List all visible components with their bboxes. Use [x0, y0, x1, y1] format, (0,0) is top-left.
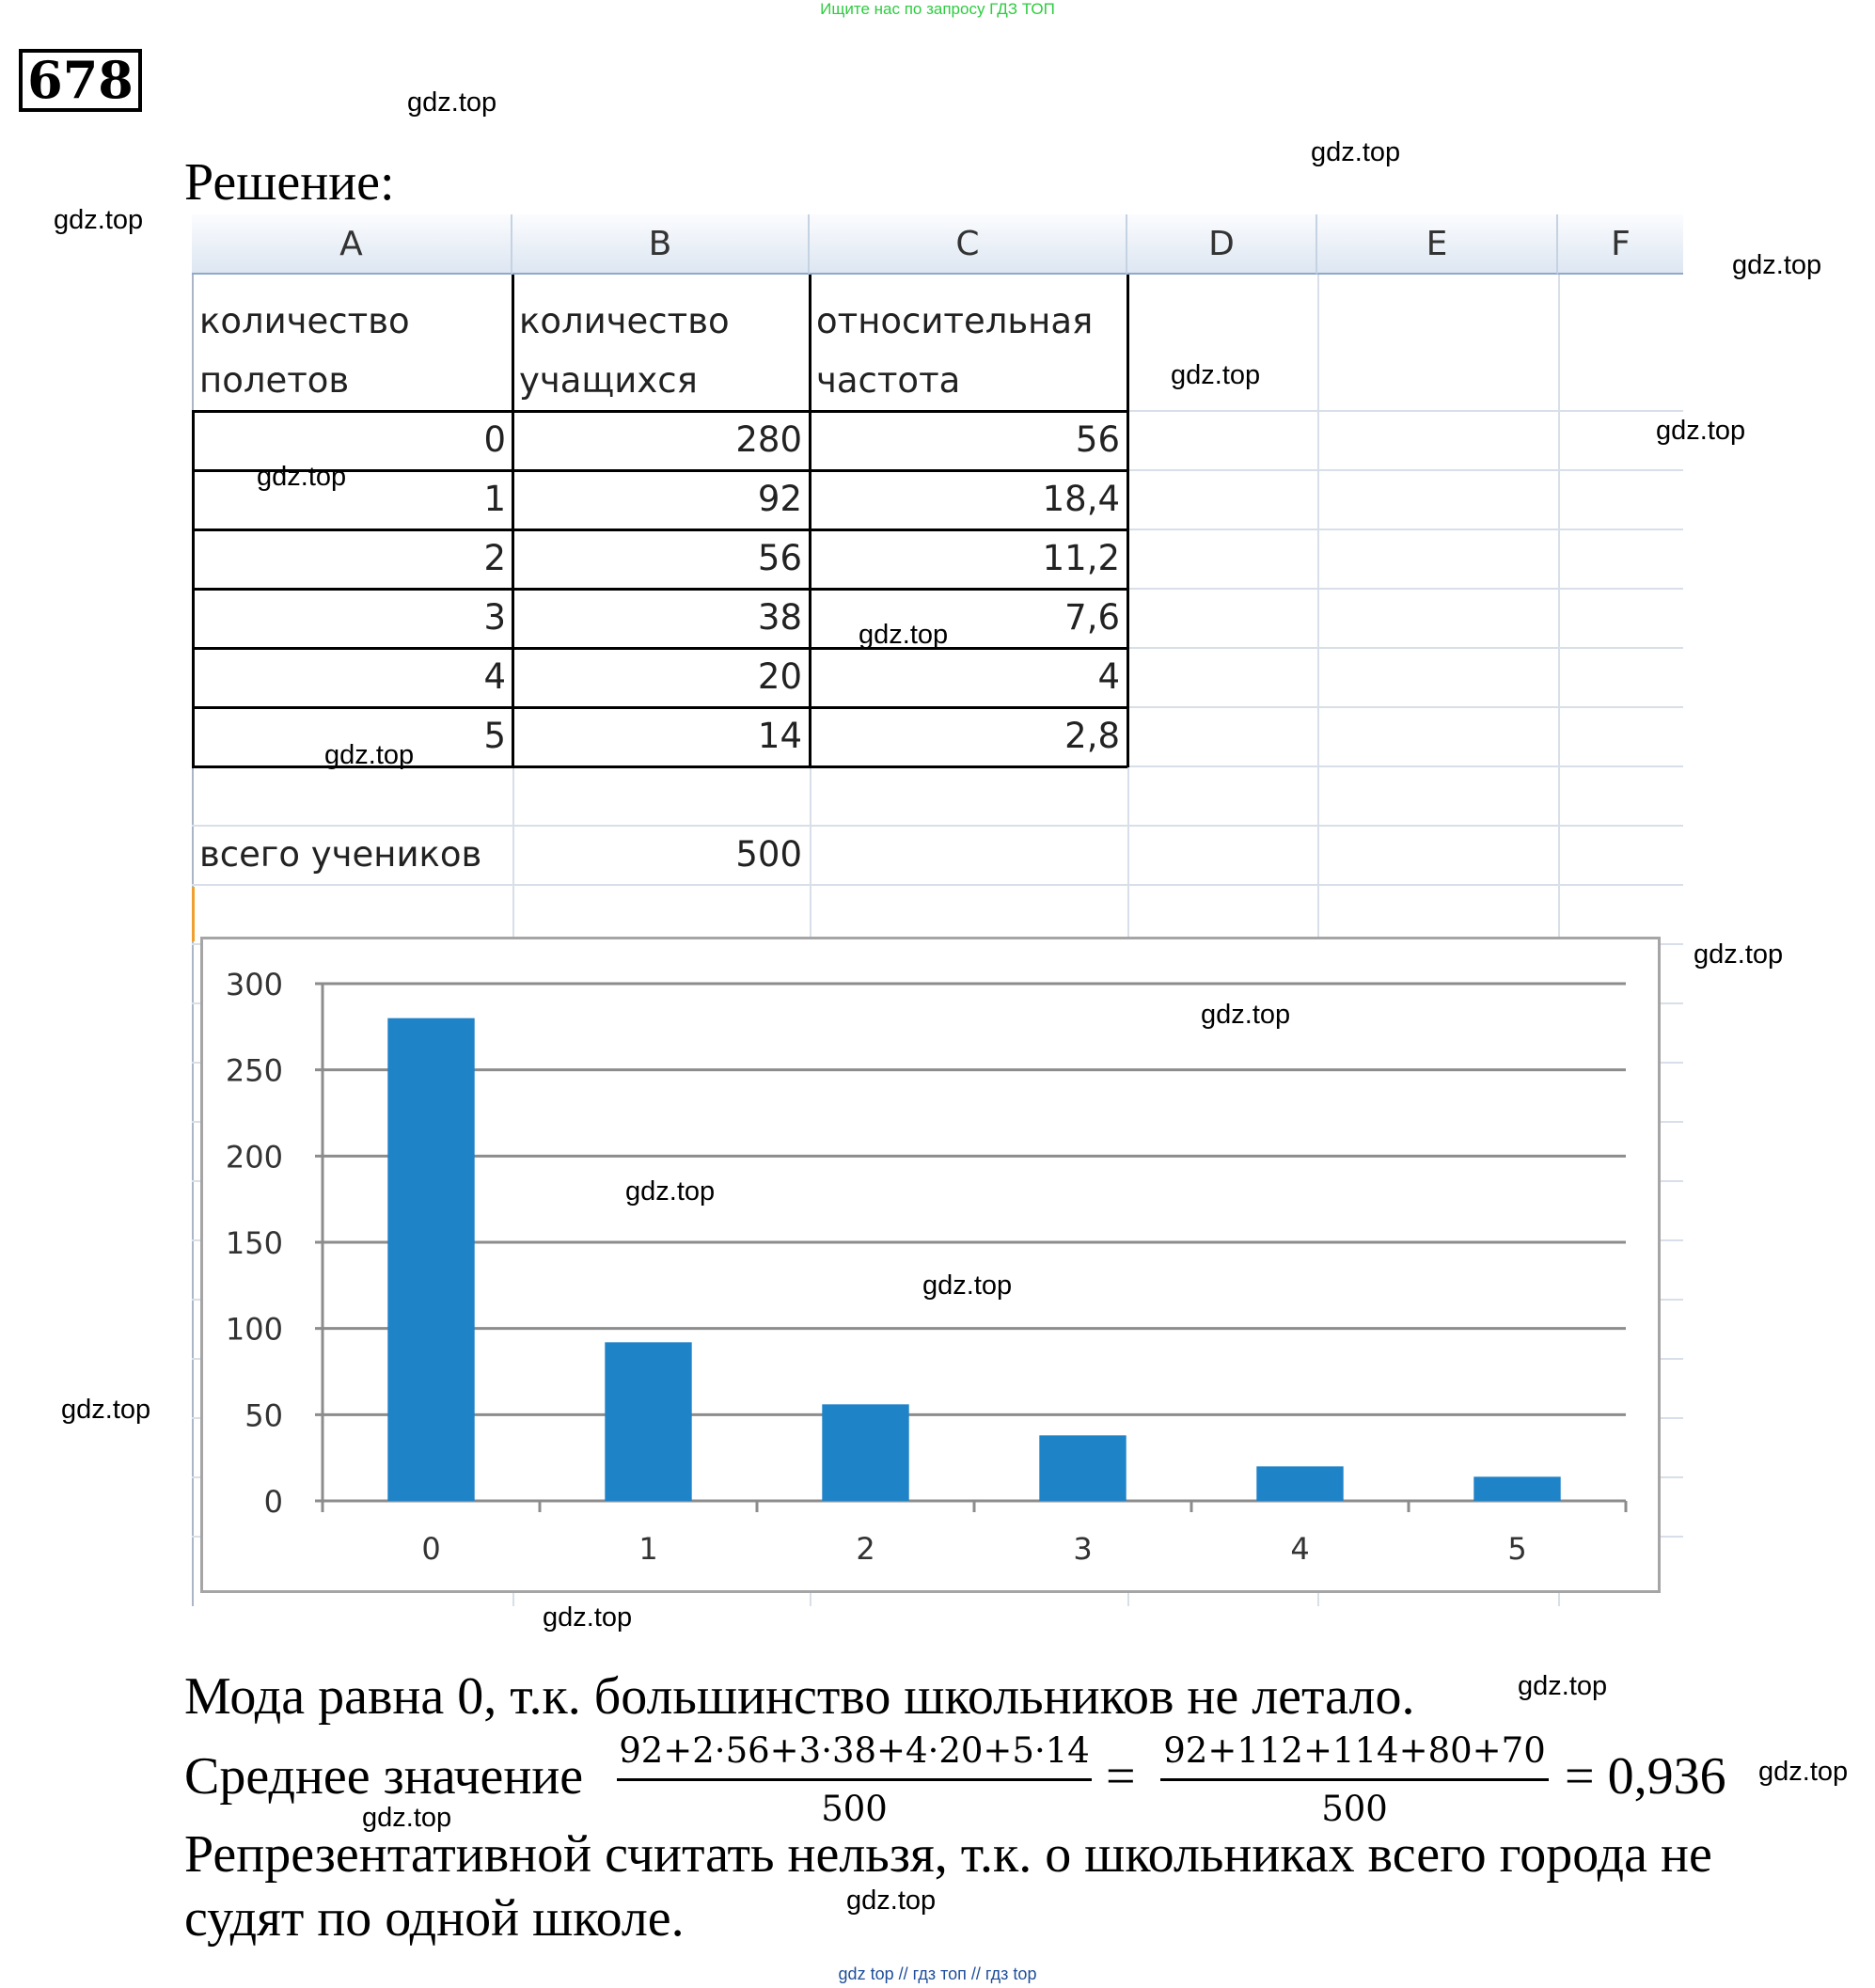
table-border: [192, 410, 1127, 413]
fraction-1: [617, 1730, 1092, 1829]
fraction-2: [1160, 1730, 1549, 1829]
watermark: gdz.top: [54, 205, 144, 235]
watermark: gdz.top: [1758, 1757, 1849, 1787]
watermark: gdz.top: [362, 1803, 452, 1833]
cell-freq: 4: [1097, 656, 1120, 697]
fraction-1-numerator: 92+2·56+3·38+4·20+5·14: [619, 1730, 1090, 1771]
cell-freq: 18,4: [1042, 479, 1120, 519]
bar: [1473, 1476, 1560, 1501]
y-tick-label: 300: [225, 967, 283, 1002]
watermark: gdz.top: [846, 1885, 937, 1916]
cell-students: 14: [757, 716, 802, 756]
watermark: gdz.top: [324, 740, 415, 770]
chart-canvas: [203, 939, 1658, 1590]
fraction-2-numerator: 92+112+114+80+70: [1163, 1730, 1546, 1771]
bar: [822, 1404, 908, 1501]
fraction-bar: [617, 1778, 1092, 1781]
watermark: gdz.top: [922, 1270, 1013, 1301]
fraction-bar: [1160, 1778, 1549, 1781]
bar: [605, 1342, 691, 1501]
equals-sign: =: [1106, 1747, 1136, 1806]
table-border: [192, 706, 1127, 709]
column-header-d[interactable]: D: [1127, 214, 1317, 275]
watermark: gdz.top: [257, 462, 347, 492]
header-c-line2: частота: [816, 360, 961, 401]
watermark: gdz.top: [1311, 137, 1401, 167]
watermark: gdz.top: [1694, 939, 1784, 970]
problem-number: 678: [19, 49, 142, 112]
watermark: gdz.top: [625, 1176, 716, 1207]
cell-flights: 1: [483, 479, 506, 519]
mean-label: Среднее значение: [184, 1747, 584, 1806]
gridline: [192, 884, 1683, 886]
column-header-a[interactable]: A: [192, 214, 512, 275]
table-border: [192, 588, 1127, 591]
mode-line: Мода равна 0, т.к. большинство школьников не летало.: [184, 1667, 1415, 1726]
header-b-line2: учащихся: [519, 360, 698, 401]
y-tick-label: 0: [263, 1484, 283, 1520]
cell-freq: 56: [1075, 419, 1120, 460]
header-a-line1: количество: [199, 301, 410, 341]
bar: [387, 1018, 474, 1501]
fraction-1-denominator: 500: [821, 1789, 888, 1829]
watermark: gdz.top: [1732, 250, 1822, 280]
watermark: gdz.top: [1171, 360, 1261, 390]
y-tick-label: 100: [225, 1311, 283, 1348]
representativeness-line-2: судят по одной школе.: [184, 1889, 685, 1948]
bar: [1256, 1466, 1343, 1501]
x-tick-label: 1: [638, 1531, 658, 1567]
watermark: gdz.top: [407, 87, 497, 118]
x-tick-label: 0: [421, 1531, 441, 1567]
column-header-e[interactable]: E: [1317, 214, 1558, 275]
total-value: 500: [735, 834, 802, 875]
x-tick-label: 5: [1507, 1531, 1527, 1567]
watermark: gdz.top: [61, 1395, 151, 1425]
y-tick-label: 250: [225, 1052, 283, 1089]
cell-flights: 5: [483, 716, 506, 756]
gridline: [192, 825, 1683, 827]
mean-result: = 0,936: [1565, 1747, 1726, 1806]
footer: gdz top // гдз топ // гдз top: [838, 1964, 1037, 1983]
column-header-b[interactable]: B: [512, 214, 810, 275]
cell-freq: 11,2: [1042, 538, 1120, 578]
cell-flights: 3: [483, 597, 506, 638]
watermark: gdz.top: [1518, 1671, 1608, 1701]
watermark: gdz.top: [859, 620, 949, 650]
cell-students: 20: [757, 656, 802, 697]
cell-freq: 7,6: [1064, 597, 1120, 638]
cell-freq: 2,8: [1064, 716, 1120, 756]
cell-flights: 4: [483, 656, 506, 697]
total-label: всего учеников: [199, 834, 482, 875]
x-tick-label: 3: [1073, 1531, 1093, 1567]
header-c-line1: относительная: [816, 301, 1094, 341]
watermark: gdz.top: [1656, 416, 1746, 446]
cell-cursor: [192, 887, 195, 941]
solution-title: Решение:: [184, 153, 395, 212]
watermark: gdz.top: [543, 1602, 633, 1633]
header-b-line1: количество: [519, 301, 730, 341]
cell-flights: 0: [483, 419, 506, 460]
watermark: gdz.top: [1201, 1000, 1291, 1030]
top-banner: Ищите нас по запросу ГДЗ ТОП: [820, 0, 1055, 18]
cell-students: 38: [757, 597, 802, 638]
y-tick-label: 150: [225, 1225, 283, 1261]
header-a-line2: полетов: [199, 360, 350, 401]
cell-students: 280: [735, 419, 802, 460]
table-border: [1127, 275, 1129, 767]
bar-chart: [200, 937, 1661, 1593]
representativeness-line-1: Репрезентативной считать нельзя, т.к. о школьниках всего города не: [184, 1825, 1712, 1884]
fraction-2-denominator: 500: [1321, 1789, 1388, 1829]
cell-students: 56: [757, 538, 802, 578]
x-tick-label: 2: [856, 1531, 875, 1567]
table-border: [192, 529, 1127, 531]
column-header-f[interactable]: F: [1558, 214, 1683, 275]
y-tick-label: 200: [225, 1139, 283, 1175]
cell-students: 92: [757, 479, 802, 519]
bar: [1039, 1435, 1126, 1501]
table-border: [192, 647, 1127, 650]
x-tick-label: 4: [1290, 1531, 1310, 1567]
cell-flights: 2: [483, 538, 506, 578]
column-header-c[interactable]: C: [810, 214, 1127, 275]
y-tick-label: 50: [244, 1397, 283, 1434]
